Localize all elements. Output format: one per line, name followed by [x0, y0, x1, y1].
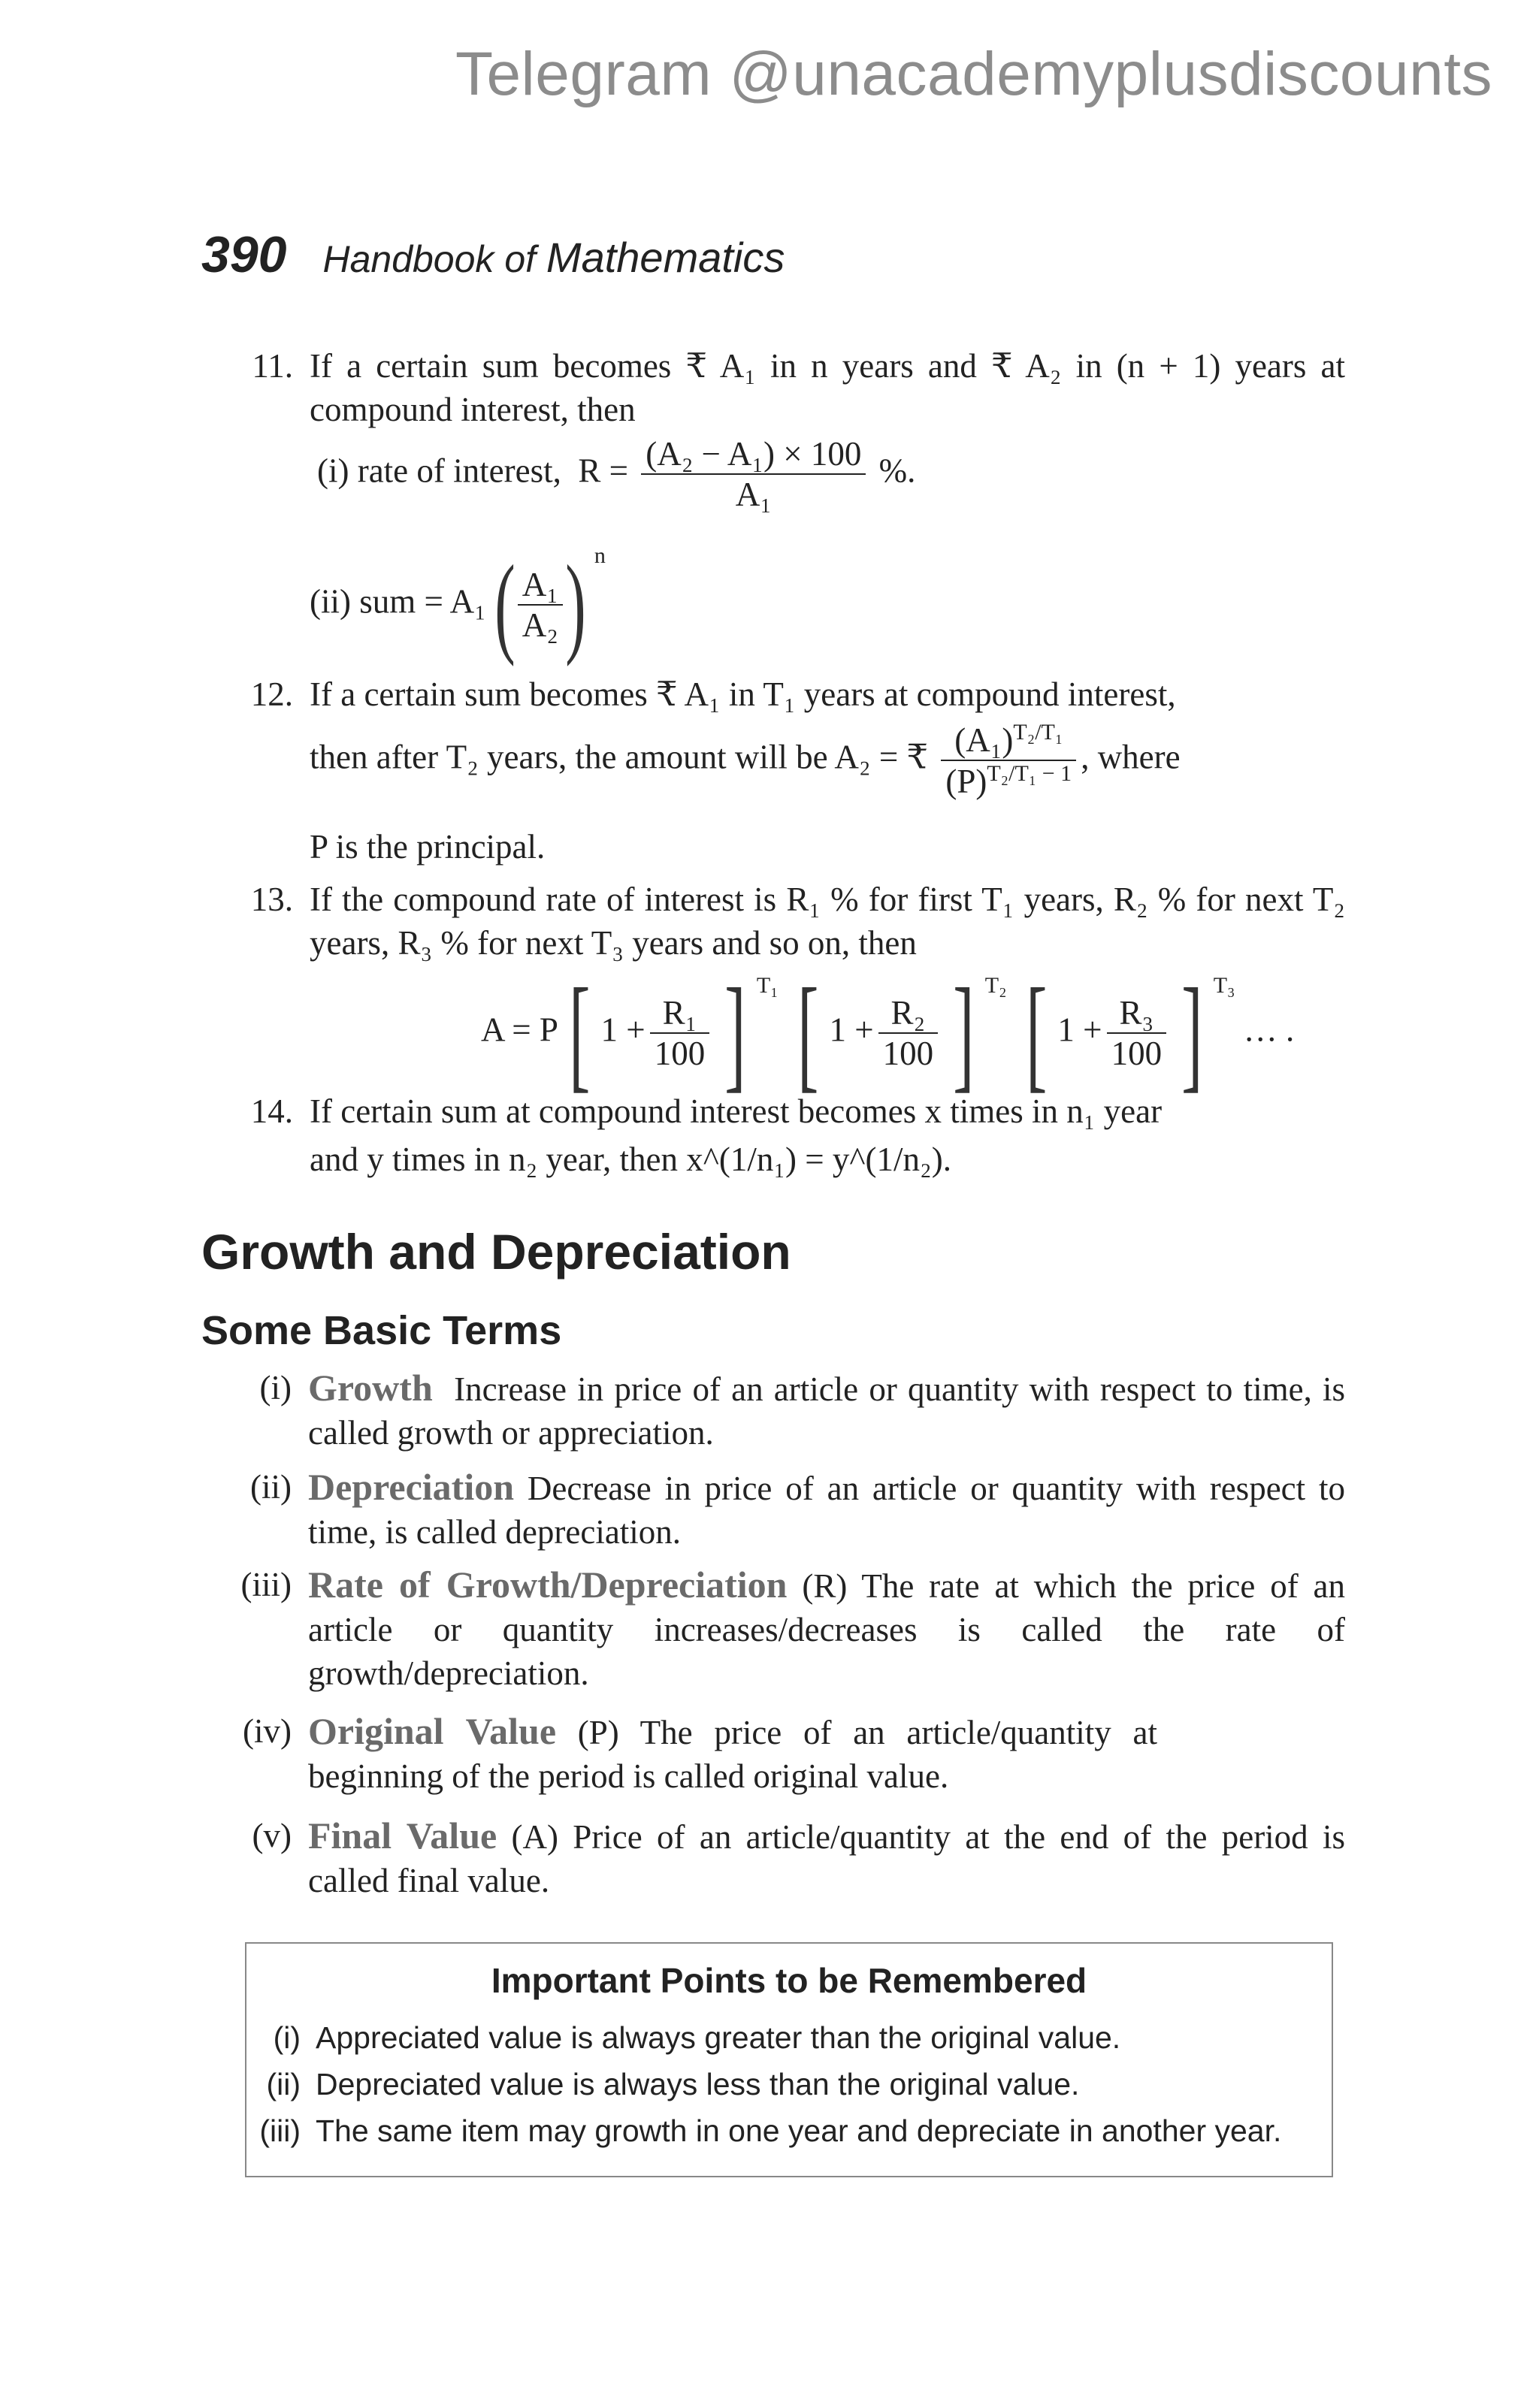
fraction: $\frac{(A_1)^{T_2/T_1}}{(P)^{T_2/T_1 - 1}}$: [941, 720, 1076, 801]
formula-amount: then after T₂ years, the amount will be A₂ = ₹ $\frac{(A_1)^{T_2/T_1}}{(P)^{T_2/T_1 - 1}}$ , where: [310, 720, 1181, 800]
item-number: 11.: [252, 347, 293, 385]
formula-sum: (ii) sum = A₁( $\frac{\text{A₁}}{\text{A₂}}$ ) $^n$: [310, 542, 606, 667]
item-text: If a certain sum becomes ₹ A₁ in n years and ₹ A₂ in (n + 1) years at compound interest, then: [310, 347, 1345, 428]
term-rate: (iii) Rate of Growth/Depreciation (R) The rate at which the price of an article or quantity increases/decreases is called the rate of growth/depreciation.: [240, 1564, 1346, 1692]
item-12-continuation: P is the principal.: [310, 828, 546, 866]
formula-item-12: [240, 672, 1345, 716]
item-text: If certain sum at compound interest becomes x times in n₁ year and y times in n₂ year, then x^(1/n₁) = y^(1/n₂).: [310, 1092, 1163, 1178]
fraction: $\frac{\text{R₁}}{100}$: [650, 993, 710, 1073]
book-title: Handbook of Mathematics: [322, 234, 785, 281]
important-points-box: [245, 1942, 1333, 2177]
item-text: If the compound rate of interest is R₁ % for first T₁ years, R₂ % for next T₂ years, R₃ % for next T₃ years and so on, then: [310, 881, 1345, 962]
list-item: (ii) Depreciated value is always less than the original value.: [266, 2067, 1080, 2101]
formula-item-14: [240, 1089, 1345, 1181]
item-number: 13.: [250, 881, 293, 918]
subsection-heading: Some Basic Terms: [201, 1308, 562, 1353]
term-growth: (i) Growth Increase in price of an article or quantity with respect to time, is called growth or appreciation.: [259, 1367, 1346, 1452]
watermark: Telegram @unacademyplusdiscounts: [455, 40, 1492, 108]
list-item: (i) Appreciated value is always greater than the original value.: [273, 2020, 1121, 2055]
fraction: $\frac{\text{R₂}}{100}$: [878, 993, 939, 1073]
page-number: 390: [201, 226, 287, 283]
running-head: [201, 225, 785, 284]
term-final-value: (v) Final Value (A) Price of an article/quantity at the end of the period is called final value.: [252, 1814, 1346, 1899]
formula-item-13: [240, 878, 1345, 965]
box-title: Important Points to be Remembered: [491, 1961, 1087, 2000]
term-depreciation: (ii) Depreciation Decrease in price of an article or quantity with respect to time, is called depreciation.: [250, 1466, 1345, 1551]
item-number: 12.: [250, 675, 293, 713]
list-item: (iii) The same item may growth in one year and depreciate in another year.: [259, 2113, 1282, 2148]
fraction: $\frac{\text{R₃}}{100}$: [1107, 993, 1167, 1073]
section-heading: Growth and Depreciation: [201, 1224, 791, 1280]
item-text: If a certain sum becomes ₹ A₁ in T₁ years at compound interest,: [310, 675, 1176, 713]
formula-item-11: [240, 344, 1345, 431]
fraction: $\frac{\text{(A₂ − A₁) × 100}}{\text{A₁}}$: [641, 434, 866, 514]
formula-rate-of-interest: (i) rate of interest, R = $\frac{\text{(A₂ − A₁) × 100}}{\text{A₁}}$ %.: [317, 435, 916, 513]
fraction: $\frac{\text{A₁}}{\text{A₂}}$: [518, 565, 563, 645]
term-original-value: (iv) Original Value (P) The price of an article/quantity at beginning of the period is called original value.: [243, 1710, 1157, 1795]
item-number: 14.: [250, 1092, 293, 1130]
formula-variable-rate: A = P[ 1 + $\frac{\text{R₁}}{100}$ ] $^{T_1}$ [ 1 + $\frac{\text{R₂}}{100}$ ] $^{T_2}$ [ 1 + $\frac{\text{R₃}}{100}$ ] $^{T_3}$ … .: [481, 962, 1295, 1104]
